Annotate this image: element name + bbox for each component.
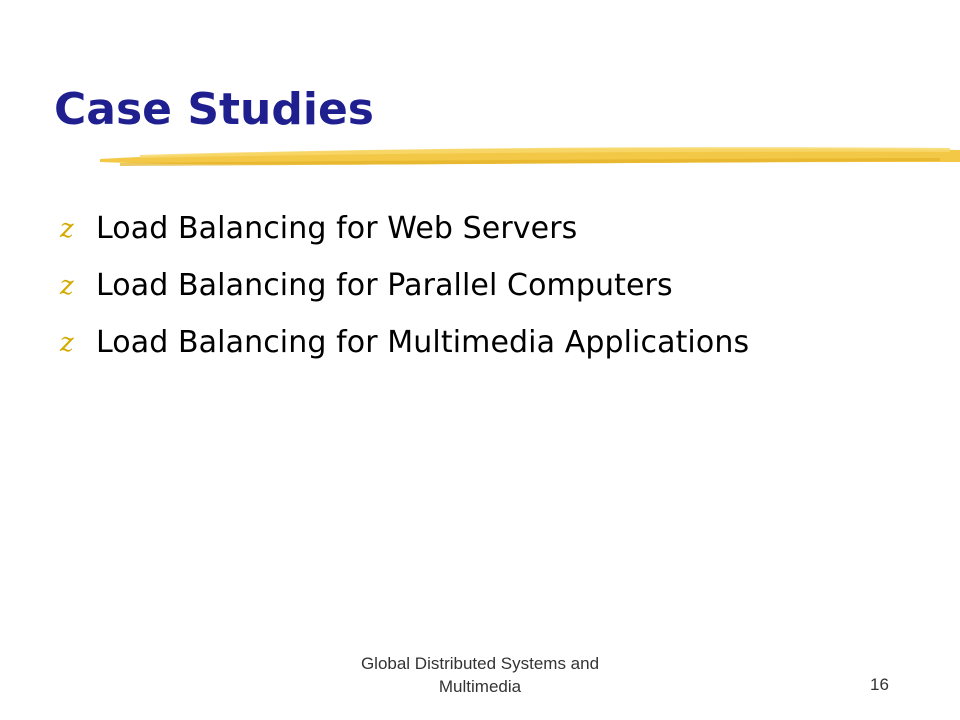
footer-line-2: Multimedia — [438, 677, 522, 696]
bullet-item — [60, 314, 749, 371]
z-bullet-icon: z — [60, 213, 74, 244]
bullet-item — [60, 257, 749, 314]
bullet-text: Load Balancing for Parallel Computers — [96, 268, 673, 303]
slide-title: Case Studies — [54, 84, 374, 135]
bullet-text: Load Balancing for Multimedia Applications — [96, 325, 750, 360]
brush-stroke-underline-icon — [0, 128, 960, 178]
slide-footer — [290, 652, 670, 698]
page-number: 16 — [870, 675, 889, 694]
z-bullet-icon: z — [60, 327, 74, 358]
z-bullet-icon: z — [60, 270, 74, 301]
bullet-text: Load Balancing for Web Servers — [96, 211, 578, 246]
bullet-list — [60, 200, 749, 371]
bullet-item — [60, 200, 749, 257]
footer-line-1: Global Distributed Systems and — [360, 654, 600, 673]
